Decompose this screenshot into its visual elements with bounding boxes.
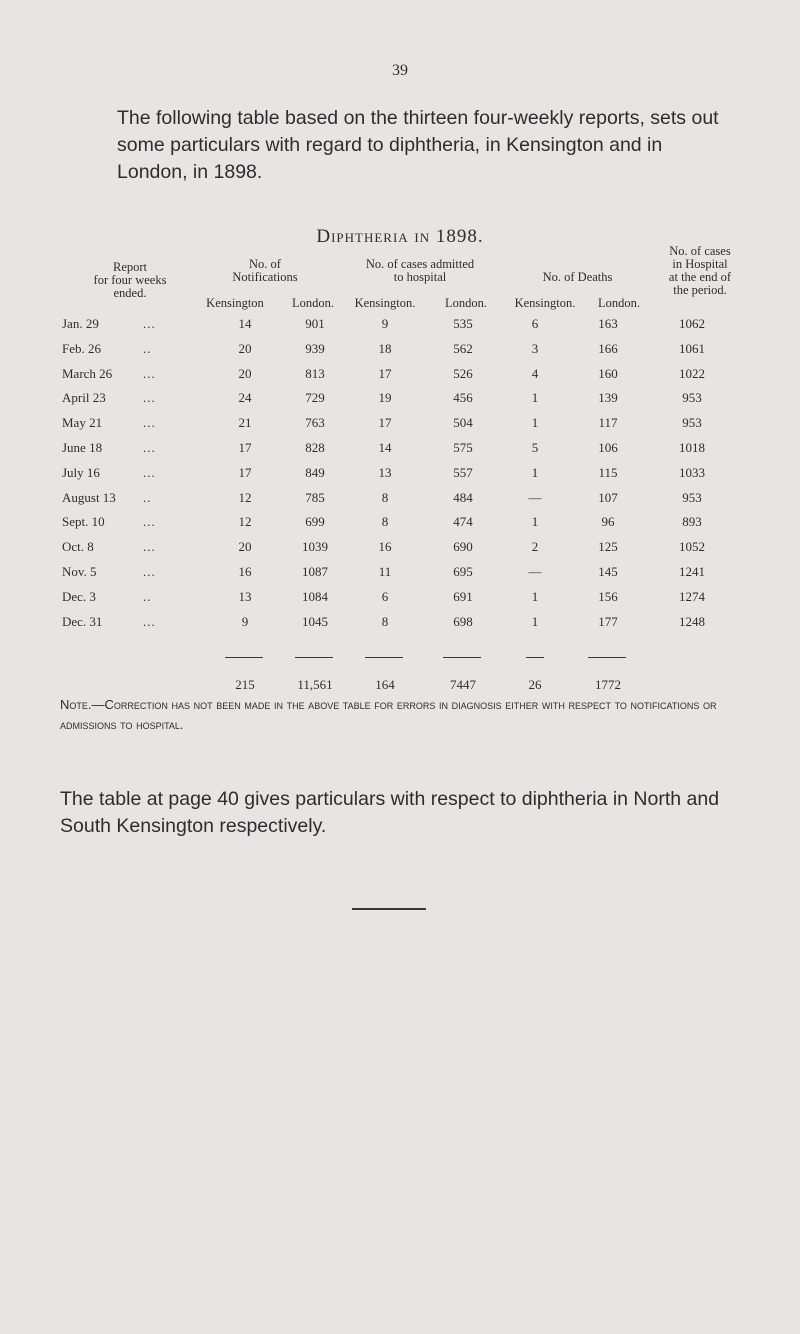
cell-admitted-london: 695 (453, 564, 473, 579)
cell-deaths-kensington: 6 (531, 316, 539, 331)
header-deaths (505, 271, 650, 284)
cell-admitted-kensington: 9 (381, 316, 389, 331)
row-date: July 16 (62, 465, 100, 480)
cell-in-hospital: 1062 (679, 316, 705, 331)
cell-deaths-kensington: 1 (531, 415, 539, 430)
row-leader-dots: ... (143, 465, 156, 480)
cell-admitted-london: 698 (453, 614, 473, 629)
cell-admitted-kensington: 8 (381, 514, 389, 529)
header-in-hospital-line-2: in Hospital (672, 257, 728, 271)
cell-admitted-london: 504 (453, 415, 473, 430)
cell-deaths-london: 160 (598, 366, 618, 381)
row-date: Sept. 10 (62, 514, 105, 529)
table-title: Diphtheria in 1898. (316, 226, 484, 247)
header-in-hospital-line-1: No. of cases (669, 244, 731, 258)
cell-notifications-kensington: 17 (238, 465, 252, 480)
subheader-kensington-notifications: Kensington (206, 296, 264, 310)
cell-notifications-kensington: 20 (238, 341, 252, 356)
cell-notifications-kensington: 14 (238, 316, 252, 331)
cell-deaths-kensington: 1 (531, 614, 539, 629)
cell-notifications-kensington: 21 (238, 415, 252, 430)
cell-admitted-london: 484 (453, 490, 473, 505)
table-note (60, 695, 750, 735)
subheader-london-admitted: London. (444, 296, 487, 310)
cell-notifications-kensington: 24 (238, 390, 252, 405)
header-admitted-line-1: No. of cases admitted (365, 257, 475, 271)
cell-in-hospital: 1061 (679, 341, 705, 356)
header-report-line-3: ended. (113, 286, 147, 300)
cell-deaths-london: 115 (598, 465, 618, 480)
header-deaths-line-1: No. of Deaths (542, 270, 613, 284)
cell-admitted-kensington: 14 (378, 440, 392, 455)
cell-deaths-kensington: 4 (531, 366, 539, 381)
closing-paragraph: The table at page 40 gives particulars with respect to diphtheria in North and South Kensington respectively. (60, 788, 720, 837)
row-leader-dots: ... (143, 564, 156, 579)
row-leader-dots: .. (143, 490, 152, 505)
cell-deaths-kensington: 3 (531, 341, 539, 356)
cell-in-hospital: 1022 (679, 366, 705, 381)
header-report-line-2: for four weeks (93, 273, 167, 287)
total-admitted-kensington: 164 (375, 677, 395, 692)
row-date: May 21 (62, 415, 103, 430)
row-leader-dots: ... (143, 366, 156, 381)
cell-deaths-london: 177 (598, 614, 618, 629)
cell-admitted-kensington: 11 (378, 564, 392, 579)
cell-notifications-london: 939 (305, 341, 325, 356)
cell-admitted-london: 535 (453, 316, 473, 331)
row-date: Dec. 3 (62, 589, 96, 604)
cell-deaths-kensington: 2 (531, 539, 539, 554)
row-leader-dots: .. (143, 589, 152, 604)
cell-notifications-london: 828 (305, 440, 325, 455)
cell-admitted-london: 562 (453, 341, 473, 356)
cell-admitted-london: 456 (453, 390, 473, 405)
cell-in-hospital: 1241 (679, 564, 705, 579)
cell-deaths-london: 139 (598, 390, 618, 405)
subheader-london-deaths: London. (597, 296, 640, 310)
row-date: Oct. 8 (62, 539, 94, 554)
header-report-line-1: Report (112, 260, 148, 274)
row-date: June 18 (62, 440, 103, 455)
row-date: Jan. 29 (62, 316, 99, 331)
cell-deaths-kensington: 1 (531, 465, 539, 480)
cell-in-hospital: 1018 (679, 440, 705, 455)
cell-notifications-kensington: 17 (238, 440, 252, 455)
cell-notifications-london: 1087 (302, 564, 328, 579)
cell-deaths-london: 96 (601, 514, 615, 529)
cell-admitted-kensington: 13 (378, 465, 392, 480)
cell-notifications-london: 1045 (302, 614, 328, 629)
cell-admitted-london: 575 (453, 440, 473, 455)
cell-notifications-kensington: 13 (238, 589, 252, 604)
cell-in-hospital: 953 (682, 390, 702, 405)
total-rule (295, 657, 333, 658)
cell-notifications-kensington: 20 (238, 366, 252, 381)
cell-notifications-london: 699 (305, 514, 325, 529)
cell-admitted-london: 691 (453, 589, 473, 604)
header-admitted (335, 258, 505, 284)
subheader-london-notifications: London. (291, 296, 334, 310)
row-leader-dots: ... (143, 415, 156, 430)
cell-deaths-kensington: — (528, 490, 542, 505)
header-in-hospital-line-4: the period. (673, 283, 727, 297)
row-leader-dots: ... (143, 316, 156, 331)
end-divider (352, 908, 426, 910)
row-leader-dots: .. (143, 341, 152, 356)
cell-admitted-kensington: 18 (378, 341, 392, 356)
cell-admitted-kensington: 8 (381, 490, 389, 505)
cell-notifications-london: 763 (305, 415, 325, 430)
total-rule (526, 657, 544, 658)
page-number: 39 (392, 62, 408, 79)
total-deaths-kensington: 26 (528, 677, 542, 692)
row-date: Dec. 31 (62, 614, 103, 629)
cell-admitted-london: 526 (453, 366, 473, 381)
cell-deaths-london: 117 (598, 415, 618, 430)
row-date: August 13 (62, 490, 116, 505)
cell-notifications-kensington: 20 (238, 539, 252, 554)
cell-notifications-london: 849 (305, 465, 325, 480)
total-rule (365, 657, 403, 658)
cell-admitted-kensington: 8 (381, 614, 389, 629)
note-text: Note.—Correction has not been made in the above table for errors in diagnosis either with respect to notifications or admissions to hospital. (60, 697, 717, 732)
row-leader-dots: ... (143, 390, 156, 405)
cell-admitted-kensington: 6 (381, 589, 389, 604)
subheader-kensington-deaths: Kensington. (514, 296, 576, 310)
cell-in-hospital: 1274 (679, 589, 705, 604)
total-notifications-kensington: 215 (235, 677, 255, 692)
cell-deaths-london: 163 (598, 316, 618, 331)
cell-deaths-kensington: 5 (531, 440, 539, 455)
header-report (70, 261, 190, 300)
cell-notifications-kensington: 9 (241, 614, 249, 629)
cell-notifications-london: 785 (305, 490, 325, 505)
cell-notifications-london: 1039 (302, 539, 328, 554)
row-date: Feb. 26 (62, 341, 101, 356)
cell-notifications-kensington: 16 (238, 564, 252, 579)
total-deaths-london: 1772 (595, 677, 621, 692)
cell-deaths-kensington: — (528, 564, 542, 579)
row-date: Nov. 5 (62, 564, 97, 579)
row-date: March 26 (62, 366, 113, 381)
header-notifications-line-1: No. of (249, 257, 281, 271)
cell-in-hospital: 953 (682, 415, 702, 430)
header-in-hospital (645, 245, 755, 297)
row-leader-dots: ... (143, 539, 156, 554)
total-admitted-london: 7447 (450, 677, 476, 692)
cell-deaths-london: 145 (598, 564, 618, 579)
cell-deaths-london: 156 (598, 589, 618, 604)
cell-deaths-kensington: 1 (531, 514, 539, 529)
cell-admitted-kensington: 17 (378, 366, 392, 381)
row-leader-dots: ... (143, 514, 156, 529)
cell-notifications-london: 1084 (302, 589, 328, 604)
cell-notifications-kensington: 12 (238, 490, 252, 505)
row-leader-dots: ... (143, 440, 156, 455)
cell-in-hospital: 1052 (679, 539, 705, 554)
cell-deaths-london: 107 (598, 490, 618, 505)
cell-in-hospital: 953 (682, 490, 702, 505)
cell-admitted-london: 690 (453, 539, 473, 554)
total-rule (225, 657, 263, 658)
cell-admitted-kensington: 19 (378, 390, 392, 405)
cell-admitted-kensington: 17 (378, 415, 392, 430)
cell-in-hospital: 1248 (679, 614, 705, 629)
total-rule (588, 657, 626, 658)
cell-deaths-kensington: 1 (531, 390, 539, 405)
cell-deaths-kensington: 1 (531, 589, 539, 604)
header-notifications-line-2: Notifications (232, 270, 298, 284)
header-admitted-line-2: to hospital (393, 270, 447, 284)
total-rule (443, 657, 481, 658)
row-leader-dots: ... (143, 614, 156, 629)
cell-notifications-london: 901 (305, 316, 325, 331)
header-in-hospital-line-3: at the end of (668, 270, 732, 284)
cell-admitted-london: 557 (453, 465, 473, 480)
cell-deaths-london: 166 (598, 341, 618, 356)
cell-admitted-london: 474 (453, 514, 473, 529)
cell-notifications-kensington: 12 (238, 514, 252, 529)
cell-deaths-london: 125 (598, 539, 618, 554)
cell-in-hospital: 1033 (679, 465, 705, 480)
total-notifications-london: 11,561 (297, 677, 333, 692)
subheader-kensington-admitted: Kensington. (354, 296, 416, 310)
row-date: April 23 (62, 390, 106, 405)
cell-in-hospital: 893 (682, 514, 702, 529)
cell-notifications-london: 729 (305, 390, 325, 405)
header-notifications (195, 258, 335, 284)
cell-admitted-kensington: 16 (378, 539, 392, 554)
cell-notifications-london: 813 (305, 366, 325, 381)
cell-deaths-london: 106 (598, 440, 618, 455)
intro-paragraph: The following table based on the thirteen four-weekly reports, sets out some particulars with regard to diphtheria, in Kensington and in London, in 1898. (117, 107, 719, 183)
